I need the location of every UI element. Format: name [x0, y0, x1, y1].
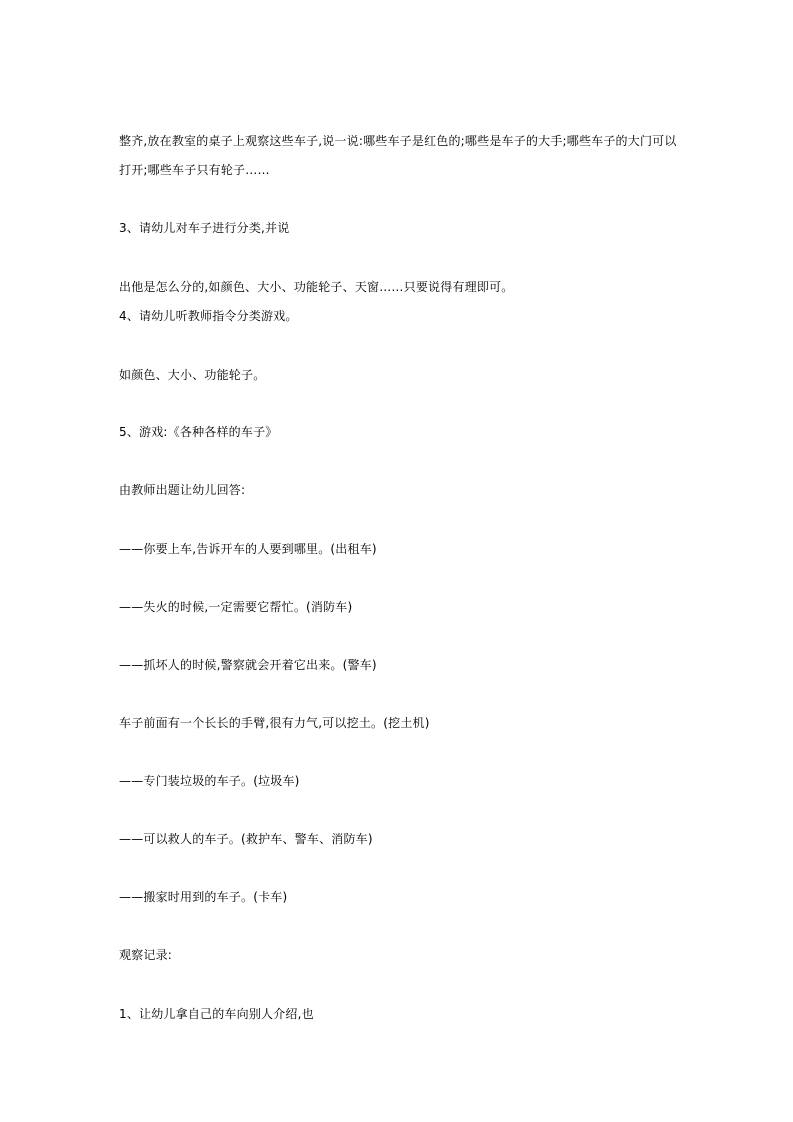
paragraph-line-8: 由教师出题让幼儿回答:: [119, 483, 246, 497]
paragraph-line-7: 5、游戏:《各种各样的车子》: [119, 425, 278, 439]
paragraph-line-2: 打开;哪些车子只有轮子……: [119, 163, 270, 177]
paragraph-line-10: ——失火的时候,一定需要它帮忙。(消防车): [119, 600, 353, 614]
paragraph-line-1: 整齐,放在教室的桌子上观察这些车子,说一说:哪些车子是红色的;哪些是车子的大手;哪些车子的大门可以: [119, 134, 677, 148]
paragraph-line-17: 1、让幼儿拿自己的车向别人介绍,也: [119, 1007, 314, 1021]
paragraph-line-14: ——可以救人的车子。(救护车、警车、消防车): [119, 832, 373, 846]
paragraph-line-3: 3、请幼儿对车子进行分类,并说: [119, 221, 290, 235]
paragraph-line-16: 观察记录:: [119, 948, 173, 962]
paragraph-line-13: ——专门装垃圾的车子。(垃圾车): [119, 774, 300, 788]
paragraph-line-12: 车子前面有一个长长的手臂,很有力气,可以挖土。(挖土机): [119, 716, 430, 730]
paragraph-line-9: ——你要上车,告诉开车的人要到哪里。(出租车): [119, 542, 377, 556]
paragraph-line-4: 出他是怎么分的,如颜色、大小、功能轮子、天窗……只要说得有理即可。: [119, 280, 514, 294]
paragraph-line-11: ——抓坏人的时候,警察就会开着它出来。(警车): [119, 658, 377, 672]
paragraph-line-6: 如颜色、大小、功能轮子。: [119, 368, 266, 382]
paragraph-line-15: ——搬家时用到的车子。(卡车): [119, 890, 288, 904]
paragraph-line-5: 4、请幼儿听教师指令分类游戏。: [119, 309, 298, 323]
